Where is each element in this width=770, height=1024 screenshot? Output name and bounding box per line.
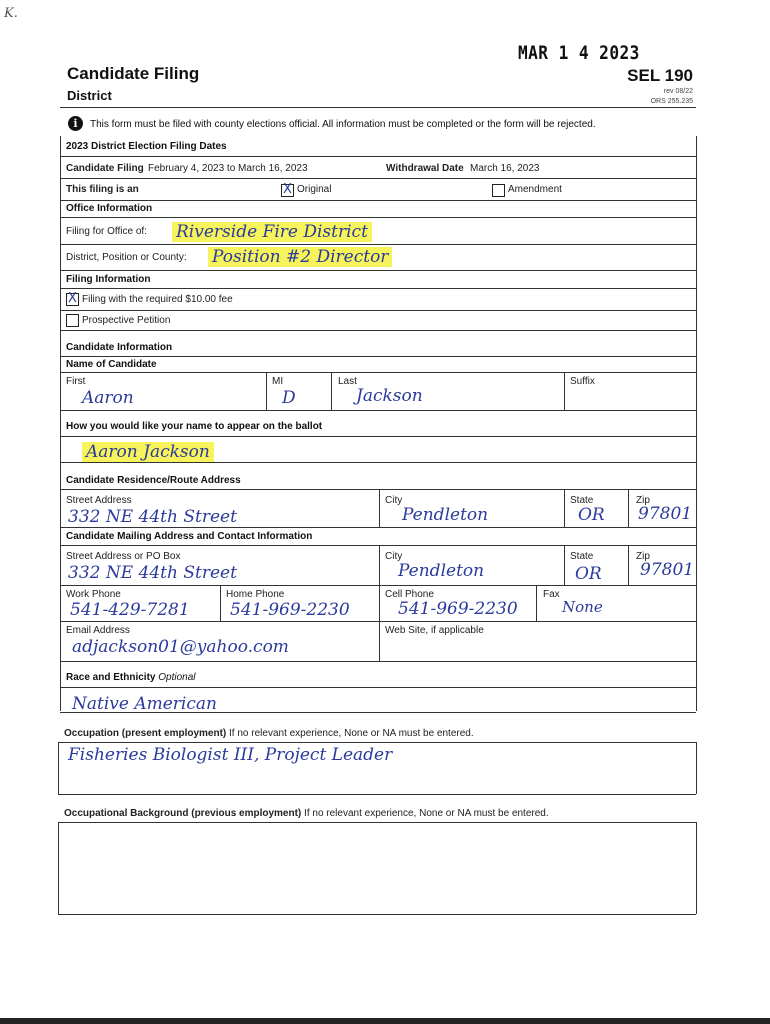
district-value[interactable]: Position #2 Director: [208, 247, 392, 267]
divider: [60, 372, 696, 373]
residence-city-label: City: [385, 495, 403, 506]
district-label: District, Position or County:: [66, 252, 187, 263]
fax-value[interactable]: None: [562, 598, 603, 616]
scan-edge: [0, 1018, 770, 1024]
mailing-state-label: State: [570, 551, 594, 562]
divider: [60, 270, 696, 271]
candidate-name-heading: Name of Candidate: [66, 359, 157, 370]
divider: [564, 489, 565, 527]
mailing-city-label: City: [385, 551, 403, 562]
divider: [628, 545, 629, 585]
divider: [60, 178, 696, 179]
email-label: Email Address: [66, 625, 130, 636]
mailing-heading: Candidate Mailing Address and Contact Information: [66, 531, 313, 542]
cell-phone-value[interactable]: 541-969-2230: [398, 599, 518, 619]
divider: [696, 822, 697, 914]
withdrawal-date: March 16, 2023: [470, 163, 540, 174]
divider: [379, 621, 380, 661]
background-label: [64, 808, 549, 819]
divider: [60, 462, 696, 463]
original-label: Original: [297, 184, 332, 195]
race-ethnicity-value[interactable]: Native American: [72, 694, 217, 714]
received-stamp: MAR 1 4 2023: [518, 42, 640, 64]
withdrawal-label: Withdrawal Date: [386, 163, 464, 174]
office-value[interactable]: Riverside Fire District: [172, 222, 372, 242]
residence-state-label: State: [570, 495, 594, 506]
divider: [60, 217, 696, 218]
website-label: Web Site, if applicable: [385, 625, 484, 636]
residence-state-value[interactable]: OR: [578, 505, 605, 525]
middle-initial-label: MI: [272, 376, 284, 387]
page-subtitle: District: [67, 88, 112, 103]
divider: [379, 545, 380, 585]
divider: [60, 410, 696, 411]
occupation-value[interactable]: Fisheries Biologist III, Project Leader: [68, 745, 393, 765]
divider: [379, 585, 380, 621]
occupation-title: Occupation (present employment): [64, 728, 227, 739]
divider: [60, 661, 696, 662]
race-ethnicity-title: Race and Ethnicity: [66, 672, 156, 683]
divider: [60, 356, 696, 357]
divider: [58, 742, 696, 743]
residence-city-value[interactable]: Pendleton: [402, 505, 489, 525]
candidate-heading: Candidate Information: [66, 342, 173, 353]
residence-street-value[interactable]: 332 NE 44th Street: [68, 507, 237, 527]
mailing-street-label: Street Address or PO Box: [66, 551, 181, 562]
optional-tag: Optional: [158, 672, 196, 683]
notice-text: This form must be filed with county elections official. All information must be completed or the form will be rejected.: [90, 119, 596, 130]
divider: [60, 621, 696, 622]
divider: [60, 687, 696, 688]
last-name-value[interactable]: Jackson: [356, 386, 423, 406]
original-checkbox[interactable]: [281, 184, 294, 197]
divider: [331, 372, 332, 410]
home-phone-value[interactable]: 541-969-2230: [230, 600, 350, 620]
candidate-filing-label: Candidate Filing: [66, 163, 144, 174]
divider: [58, 742, 59, 794]
divider: [58, 794, 696, 795]
residence-zip-value[interactable]: 97801: [638, 504, 693, 524]
divider: [266, 372, 267, 410]
divider: [60, 545, 696, 546]
amendment-label: Amendment: [508, 184, 562, 195]
background-title: Occupational Background (previous employment): [64, 808, 302, 819]
race-ethnicity-label: [66, 672, 196, 683]
background-hint: If no relevant experience, None or NA must be entered.: [304, 808, 549, 819]
frame-right: [696, 136, 697, 711]
divider: [60, 712, 696, 713]
divider: [60, 585, 696, 586]
page-title: Candidate Filing: [67, 64, 200, 83]
email-value[interactable]: adjackson01@yahoo.com: [72, 637, 289, 657]
divider: [564, 545, 565, 585]
petition-checkbox[interactable]: [66, 314, 79, 327]
mailing-street-value[interactable]: 332 NE 44th Street: [68, 563, 237, 583]
mailing-zip-label: Zip: [636, 551, 650, 562]
divider: [60, 310, 696, 311]
divider: [60, 527, 696, 528]
divider: [58, 822, 696, 823]
divider: [379, 489, 380, 527]
divider: [60, 489, 696, 490]
middle-initial-value[interactable]: D: [282, 388, 296, 408]
filing-info-heading: Filing Information: [66, 274, 151, 285]
ors-reference: ORS 255.235: [650, 98, 693, 105]
filing-dates-heading: 2023 District Election Filing Dates: [66, 141, 227, 152]
divider: [60, 288, 696, 289]
divider: [536, 585, 537, 621]
divider: [60, 156, 696, 157]
fee-label: Filing with the required $10.00 fee: [82, 294, 233, 305]
candidate-filing-dates: February 4, 2023 to March 16, 2023: [148, 163, 308, 174]
petition-label: Prospective Petition: [82, 315, 171, 326]
divider: [220, 585, 221, 621]
divider: [60, 107, 696, 108]
frame-left: [60, 136, 61, 711]
fee-checkbox[interactable]: [66, 293, 79, 306]
corner-mark: K.: [4, 6, 18, 21]
mailing-state-value[interactable]: OR: [575, 564, 602, 584]
form-revision: rev 08/22: [663, 88, 693, 95]
divider: [60, 330, 696, 331]
residence-street-label: Street Address: [66, 495, 132, 506]
amendment-checkbox[interactable]: [492, 184, 505, 197]
office-heading: Office Information: [66, 203, 153, 214]
cell-phone-label: Cell Phone: [385, 589, 434, 600]
divider: [628, 489, 629, 527]
mailing-zip-value[interactable]: 97801: [640, 560, 695, 580]
work-phone-value[interactable]: 541-429-7281: [70, 600, 190, 620]
occupation-hint: If no relevant experience, None or NA must be entered.: [229, 728, 474, 739]
residence-zip-label: Zip: [636, 495, 650, 506]
ballot-name-value[interactable]: Aaron Jackson: [82, 442, 214, 462]
suffix-label: Suffix: [570, 376, 595, 387]
first-name-value[interactable]: Aaron: [82, 388, 134, 408]
divider: [564, 372, 565, 410]
occupation-label: [64, 728, 474, 739]
divider: [58, 914, 696, 915]
residence-heading: Candidate Residence/Route Address: [66, 475, 241, 486]
ballot-name-label: How you would like your name to appear on the ballot: [66, 421, 323, 432]
fax-label: Fax: [543, 589, 560, 600]
divider: [696, 742, 697, 794]
mailing-city-value[interactable]: Pendleton: [398, 561, 485, 581]
info-icon: i: [68, 116, 83, 131]
divider: [60, 436, 696, 437]
first-name-label: First: [66, 376, 86, 387]
last-name-label: Last: [338, 376, 357, 387]
form-id: SEL 190: [627, 66, 693, 85]
work-phone-label: Work Phone: [66, 589, 121, 600]
divider: [60, 244, 696, 245]
divider: [60, 200, 696, 201]
filing-type-label: This filing is an: [66, 184, 139, 195]
home-phone-label: Home Phone: [226, 589, 285, 600]
divider: [58, 822, 59, 914]
office-label: Filing for Office of:: [66, 226, 147, 237]
